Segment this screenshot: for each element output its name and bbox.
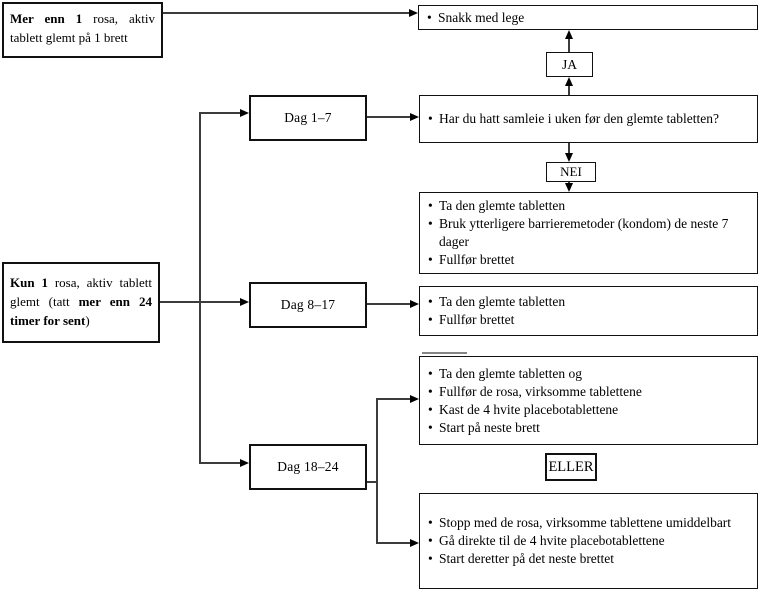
connector-cond-multi-to-talk-line	[163, 12, 410, 14]
condition-only-1-text	[4, 264, 158, 335]
arrowhead-down-icon	[565, 153, 573, 162]
connector-to-option1-line	[376, 398, 410, 400]
bullet-icon: •	[428, 533, 433, 548]
condition-more-than-1-box	[2, 2, 163, 58]
bullet-icon: •	[428, 551, 433, 566]
condition-only-1-box	[2, 262, 160, 343]
list-item	[425, 251, 753, 269]
condition-more-than-1-bold: Mer enn 1	[10, 11, 83, 26]
advice-text: Ta den glemte tabletten og	[439, 365, 583, 381]
bullet-icon: •	[428, 515, 433, 530]
list-item	[425, 365, 753, 383]
condition-more-than-1-text	[4, 4, 161, 52]
connector-cond-single-trunk-line	[199, 113, 201, 464]
connector-cond-single-stub-line	[160, 301, 200, 303]
connector-branch-day8-17-line	[200, 301, 240, 303]
advice-text: Kast de 4 hvite placebotablettene	[439, 401, 619, 417]
list-item	[425, 215, 753, 251]
no-gate-box	[546, 162, 596, 182]
list-item	[425, 110, 753, 128]
list-item	[425, 401, 753, 419]
advice-day18-24-option2-box	[419, 493, 758, 589]
bullet-icon: •	[428, 216, 433, 231]
arrowhead-right-icon	[240, 459, 249, 467]
arrowhead-up-icon	[565, 30, 573, 39]
condition-only-1-bold1: Kun 1	[10, 275, 48, 290]
advice-text: Fullfør brettet	[439, 312, 515, 327]
connector-day8-17-to-advice-line	[367, 303, 410, 305]
day-18-24-box	[249, 444, 367, 490]
arrowhead-right-icon	[410, 300, 419, 308]
bullet-icon: •	[428, 365, 433, 381]
yes-gate-box	[546, 52, 593, 77]
day-8-17-box	[249, 282, 367, 328]
bullet-icon: •	[428, 383, 433, 399]
bullet-icon: •	[428, 294, 433, 309]
advice-day8-17-box	[419, 286, 758, 336]
advice-text: Ta den glemte tabletten	[439, 198, 566, 213]
or-gate-box	[545, 453, 597, 481]
condition-only-1-mid: rosa, aktiv tablett glemt (tatt	[10, 275, 153, 309]
bullet-icon: •	[428, 252, 433, 267]
talk-to-doctor-text: Snakk med lege	[438, 9, 525, 25]
question-text: Har du hatt samleie i uken før den glemte tabletten?	[439, 111, 720, 126]
no-gate-label: NEI	[560, 164, 582, 179]
day-1-7-box	[249, 95, 367, 141]
list-item	[425, 514, 753, 532]
list-item	[425, 383, 753, 401]
arrowhead-right-icon	[240, 298, 249, 306]
list-item	[425, 419, 753, 437]
connector-day18-24-trunk-line	[376, 399, 378, 544]
list-item	[425, 550, 753, 568]
day-18-24-label: Dag 18–24	[277, 459, 339, 474]
advice-text: Start deretter på det neste brettet	[439, 551, 615, 566]
day-8-17-label: Dag 8–17	[280, 297, 336, 312]
day-1-7-label: Dag 1–7	[284, 110, 332, 125]
condition-only-1-bold2: mer enn 24 timer for sent	[10, 294, 152, 328]
connector-day1-7-to-question-line	[367, 116, 410, 118]
list-item	[425, 197, 753, 215]
bullet-icon: •	[428, 312, 433, 327]
arrowhead-up-icon	[565, 77, 573, 86]
list-item	[425, 293, 753, 311]
advice-text: Start på neste brett	[439, 419, 540, 435]
arrowhead-right-icon	[410, 539, 419, 547]
advice-text: Ta den glemte tabletten	[439, 294, 566, 309]
arrowhead-down-icon	[565, 183, 573, 192]
connector-question-to-no-line	[568, 143, 570, 153]
arrowhead-right-icon	[409, 9, 418, 17]
arrowhead-right-icon	[240, 109, 249, 117]
bullet-icon: •	[427, 9, 432, 25]
connector-branch-day1-7-line	[199, 112, 240, 114]
or-gate-label: ELLER	[548, 458, 594, 475]
connector-yes-to-talk-line	[568, 39, 570, 52]
condition-more-than-1-rest: rosa, aktiv tablett glemt på 1 brett	[10, 11, 155, 45]
advice-day18-24-option1-box	[419, 356, 758, 445]
advice-day1-7-box	[419, 192, 758, 274]
bullet-icon: •	[428, 401, 433, 417]
bullet-icon: •	[428, 111, 433, 126]
stray-underline-mark	[422, 352, 467, 354]
advice-text: Gå direkte til de 4 hvite placebotablettene	[439, 533, 665, 548]
list-item	[425, 532, 753, 550]
bullet-icon: •	[428, 419, 433, 435]
talk-to-doctor-box	[418, 5, 758, 30]
arrowhead-right-icon	[410, 113, 419, 121]
condition-only-1-end: )	[85, 313, 90, 328]
advice-text: Bruk ytterligere barrieremetoder (kondom) de neste 7 dager	[439, 216, 729, 249]
bullet-icon: •	[428, 198, 433, 213]
connector-question-to-yes-line	[568, 86, 570, 95]
connector-branch-day18-24-line	[199, 462, 240, 464]
connector-to-option2-line	[376, 542, 410, 544]
list-item	[424, 9, 753, 27]
question-box	[419, 95, 758, 143]
yes-gate-label: JA	[561, 56, 577, 72]
advice-text: Stopp med de rosa, virksomme tablettene umiddelbart	[439, 515, 732, 530]
advice-text: Fullfør de rosa, virksomme tablettene	[439, 383, 642, 399]
list-item	[425, 311, 753, 329]
arrowhead-right-icon	[410, 395, 419, 403]
advice-text: Fullfør brettet	[439, 252, 515, 267]
